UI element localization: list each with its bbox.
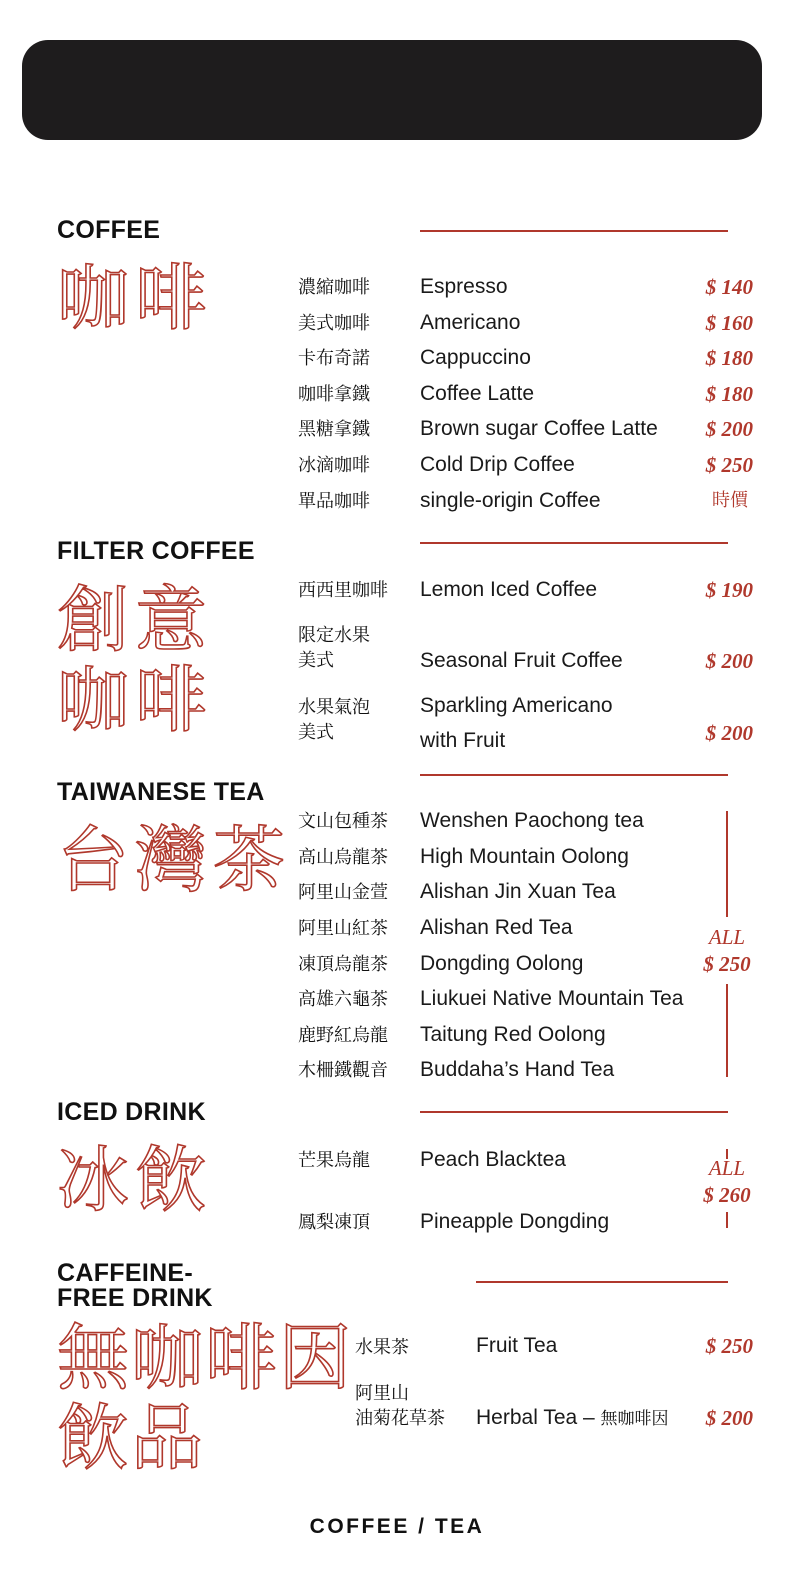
- menu-item-zh: 高雄六龜茶: [298, 989, 388, 1010]
- menu-item-zh: 單品咖啡: [298, 491, 370, 512]
- section-divider: [420, 774, 728, 776]
- menu-item-en: Buddaha’s Hand Tea: [420, 1058, 615, 1081]
- menu-item-zh: 凍頂烏龍茶: [298, 954, 388, 975]
- menu-item-price: $ 200: [705, 1406, 753, 1430]
- menu-item-zh: 鳳梨凍頂: [298, 1212, 370, 1233]
- menu-item-zh: 卡布奇諾: [298, 348, 370, 369]
- menu-item-en: Americano: [420, 311, 521, 334]
- menu-item-zh: 西西里咖啡: [298, 580, 388, 601]
- menu-item-en: High Mountain Oolong: [420, 845, 629, 868]
- menu-item-zh: 水果茶: [355, 1337, 409, 1358]
- menu-item-en: Seasonal Fruit Coffee: [420, 649, 623, 672]
- section-title-iced-drink: ICED DRINK: [57, 1098, 206, 1126]
- menu-item-en: Dongding Oolong: [420, 952, 584, 975]
- section-title-iced-zh: 冰飲: [57, 1138, 214, 1222]
- menu-item-zh: 高山烏龍茶: [298, 847, 388, 868]
- section-divider: [420, 542, 728, 544]
- all-price: $ 260: [703, 1183, 751, 1207]
- menu-item-zh: 木柵鐵觀音: [298, 1060, 388, 1081]
- menu-item-price: $ 190: [705, 578, 753, 602]
- menu-item-zh: 咖啡拿鐵: [298, 384, 370, 405]
- section-divider: [420, 1111, 728, 1113]
- menu-item-en: Brown sugar Coffee Latte: [420, 417, 658, 440]
- menu-item-price: $ 180: [705, 346, 753, 370]
- menu-item-en-text: Herbal Tea –: [476, 1406, 601, 1429]
- menu-item-en: Cappuccino: [420, 346, 531, 369]
- menu-item-zh: 美式咖啡: [298, 313, 370, 334]
- section-divider: [476, 1281, 728, 1283]
- menu-item-price: $ 200: [705, 721, 753, 745]
- menu-item-price: $ 140: [705, 275, 753, 299]
- menu-item-zh-line2: 美式: [298, 650, 334, 671]
- all-label: ALL: [708, 925, 746, 949]
- footer-label: COFFEE / TEA: [309, 1515, 485, 1538]
- menu-item-en: Pineapple Dongding: [420, 1210, 610, 1233]
- menu-item-zh-line1: 水果氣泡: [298, 697, 370, 718]
- menu-item-zh-line2: 油菊花草茶: [355, 1408, 445, 1429]
- section-title-caffeine-free-line1: CAFFEINE-: [57, 1259, 194, 1287]
- menu-item-price: $ 200: [705, 649, 753, 673]
- menu-item-price: $ 200: [705, 417, 753, 441]
- menu-item-en: Wenshen Paochong tea: [420, 809, 644, 832]
- bracket-line-bottom: [726, 1212, 728, 1228]
- menu-item-price: $ 250: [705, 453, 753, 477]
- menu-item-en: Cold Drip Coffee: [420, 453, 575, 476]
- menu-item-en: Fruit Tea: [476, 1334, 558, 1357]
- menu-item-price: $ 160: [705, 311, 753, 335]
- section-title-caffeine-free-zh-line1: 無咖啡因: [57, 1316, 354, 1400]
- menu-item-en: Espresso: [420, 275, 508, 298]
- menu-item-en: Alishan Jin Xuan Tea: [420, 880, 616, 903]
- menu-item-zh: 阿里山紅茶: [298, 918, 388, 939]
- menu-item-zh: 芒果烏龍: [298, 1150, 370, 1171]
- section-title-filter-zh-line1: 創意: [57, 578, 214, 662]
- menu-item-en-zh-suffix: 無咖啡因: [600, 1409, 669, 1429]
- menu-item-zh-line1: 阿里山: [355, 1383, 409, 1404]
- bracket-line-top: [726, 811, 728, 917]
- section-title-coffee-zh: 咖啡: [57, 256, 214, 340]
- menu-item-en-line1: Sparkling Americano: [420, 694, 613, 717]
- section-title-coffee: COFFEE: [57, 216, 161, 244]
- menu-item-price: 時價: [712, 490, 748, 511]
- menu-item-zh: 冰滴咖啡: [298, 455, 370, 476]
- menu-item-en: Alishan Red Tea: [420, 916, 573, 939]
- menu-item-price: $ 180: [705, 382, 753, 406]
- menu-item-en: Lemon Iced Coffee: [420, 578, 598, 601]
- menu-item-zh: 文山包種茶: [298, 811, 388, 832]
- section-divider: [420, 230, 728, 232]
- header-banner: [22, 40, 762, 140]
- section-title-filter-zh-line2: 咖啡: [57, 658, 214, 742]
- menu-item-zh: 鹿野紅烏龍: [298, 1025, 388, 1046]
- menu-item-en: Liukuei Native Mountain Tea: [420, 987, 684, 1010]
- menu-item-en: Coffee Latte: [420, 382, 535, 405]
- menu-item-en: Taitung Red Oolong: [420, 1023, 606, 1046]
- menu-item-price: $ 250: [705, 1334, 753, 1358]
- menu-item-en-line2: with Fruit: [420, 729, 506, 752]
- menu-item-en: Peach Blacktea: [420, 1148, 566, 1171]
- menu-item-zh: 濃縮咖啡: [298, 277, 370, 298]
- all-price: $ 250: [703, 952, 751, 976]
- menu-item-zh: 阿里山金萱: [298, 882, 388, 903]
- section-title-caffeine-free-zh-line2: 飲品: [57, 1396, 206, 1480]
- bracket-line-bottom: [726, 984, 728, 1077]
- menu-item-en: [476, 1405, 669, 1432]
- menu-item-en: single-origin Coffee: [420, 489, 601, 512]
- section-title-filter-coffee: FILTER COFFEE: [57, 537, 255, 565]
- section-title-tea-zh: 台灣茶: [57, 818, 292, 902]
- menu-item-zh-line2: 美式: [298, 722, 334, 743]
- section-title-taiwanese-tea: TAIWANESE TEA: [57, 778, 265, 806]
- all-label: ALL: [708, 1156, 746, 1180]
- menu-item-zh-line1: 限定水果: [298, 625, 370, 646]
- section-title-caffeine-free-line2: FREE DRINK: [57, 1284, 213, 1312]
- menu-item-zh: 黑糖拿鐵: [298, 419, 370, 440]
